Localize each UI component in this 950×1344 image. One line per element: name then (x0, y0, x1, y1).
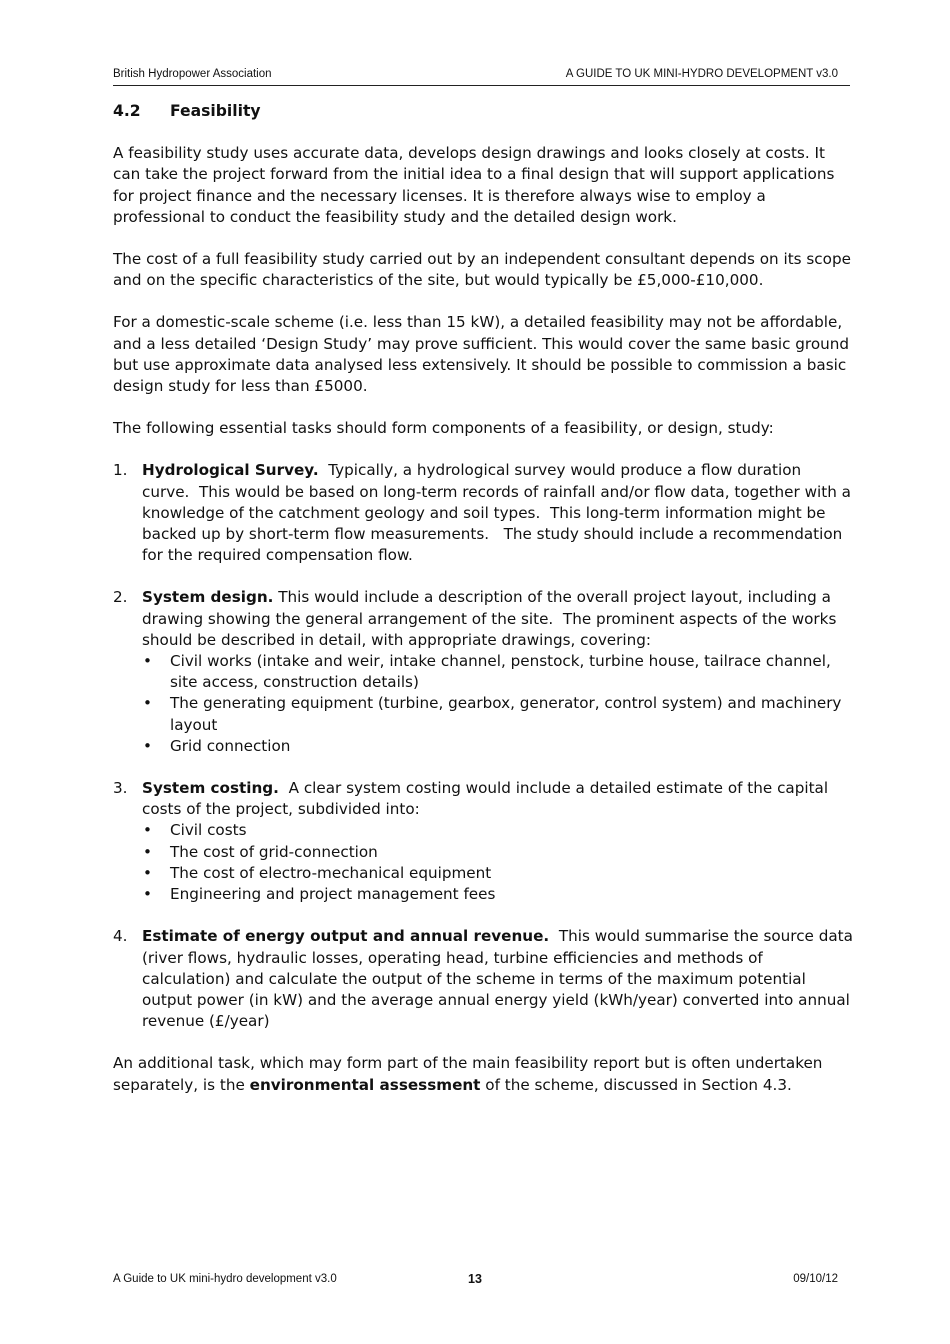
paragraph-cost: The cost of a full feasibility study carried out by an independent consultant depends on its scope and on the specific characteristics of the site, but would typically be £5,000-£10,000. (113, 250, 851, 290)
task-item (113, 926, 858, 1032)
page-content (113, 101, 858, 1117)
task-text: Typically, a hydrological survey would produce a flow duration curve. This would be based on long-term records of rainfall and/or flow data, together with a knowledge of the catchment geology and soil types. This long-term information might be backed up by short-term flow measurements. The study should include a recommendation for the required compensation flow. (142, 461, 856, 565)
task-text: This would summarise the source data (river flows, hydraulic losses, operating head, turbine efficiencies and methods of calculation) and calculate the output of the scheme in terms of the maximum potential output power (in kW) and the average annual energy yield (kWh/year) converted into annual revenue (£/year) (142, 927, 858, 1031)
bullet-list (142, 651, 853, 757)
section-number: 4.2 (113, 102, 141, 120)
footer-date: 09/10/12 (793, 1273, 838, 1285)
bullet-item: • Civil costs (142, 820, 853, 841)
page-number: 13 (468, 1272, 482, 1286)
bullet-icon: • (143, 885, 152, 904)
bullet-icon: • (143, 694, 152, 713)
paragraph-domestic: For a domestic-scale scheme (i.e. less than 15 kW), a detailed feasibility may not be affordable, and a less detailed ‘Design Study’ may prove sufficient. This would cover the same basic ground but use approximate data analysed less extensively. It should be possible to commission a basic design study for less than £5000. (113, 313, 849, 396)
footer-document-title: A Guide to UK mini-hydro development v3.0 (113, 1273, 337, 1285)
closing-emphasis: environmental assessment (249, 1075, 481, 1094)
paragraph-intro: A feasibility study uses accurate data, develops design drawings and looks closely at costs. It can take the project forward from the initial idea to a final design that will support applications for project finance and the necessary licenses. It is therefore always wise to employ a professional to conduct the feasibility study and the detailed design work. (113, 144, 835, 226)
task-text: This would include a description of the overall project layout, including a drawing showing the general arrangement of the site. The prominent aspects of the works should be described in detail, with appropriate drawings, covering: (142, 588, 842, 649)
task-item (113, 778, 853, 905)
section-heading (113, 101, 853, 122)
page-header (113, 67, 850, 86)
task-item (113, 587, 853, 757)
bullet-item: • The cost of electro-mechanical equipment (142, 863, 853, 884)
header-organization: British Hydropower Association (113, 68, 272, 80)
task-list (113, 460, 858, 1032)
task-item (113, 460, 856, 566)
bullet-list (142, 820, 853, 905)
task-text: A clear system costing would include a detailed estimate of the capital costs of the project, subdivided into: (142, 779, 833, 819)
page-footer (113, 1273, 850, 1289)
task-number: 1. (113, 461, 128, 480)
paragraph-closing: An additional task, which may form part of the main feasibility report but is often undertaken separately, is the environmental assessment of the scheme, discussed in Section 4.3. (113, 1054, 823, 1094)
bullet-item: • The cost of grid-connection (142, 842, 853, 863)
header-document-title: A GUIDE TO UK MINI-HYDRO DEVELOPMENT v3.0 (565, 68, 838, 80)
bullet-icon: • (143, 736, 152, 755)
task-number: 3. (113, 779, 128, 798)
task-lead: System design. (142, 588, 274, 607)
task-lead: Hydrological Survey. (142, 461, 319, 480)
bullet-icon: • (143, 842, 152, 861)
task-number: 4. (113, 927, 128, 946)
bullet-icon: • (143, 821, 152, 840)
section-title: Feasibility (170, 102, 261, 120)
task-number: 2. (113, 588, 128, 607)
bullet-icon: • (143, 652, 152, 671)
bullet-item: • Civil works (intake and weir, intake channel, penstock, turbine house, tailrace channel, site access, construction details) (143, 652, 831, 692)
bullet-item: • The generating equipment (turbine, gearbox, generator, control system) and machinery layout (143, 694, 842, 734)
bullet-icon: • (143, 863, 152, 882)
paragraph-tasks-intro: The following essential tasks should form components of a feasibility, or design, study: (113, 419, 774, 438)
bullet-item: • Engineering and project management fees (142, 884, 853, 905)
task-lead: Estimate of energy output and annual revenue. (142, 927, 550, 946)
task-lead: System costing. (142, 779, 279, 798)
bullet-item: • Grid connection (142, 736, 853, 757)
